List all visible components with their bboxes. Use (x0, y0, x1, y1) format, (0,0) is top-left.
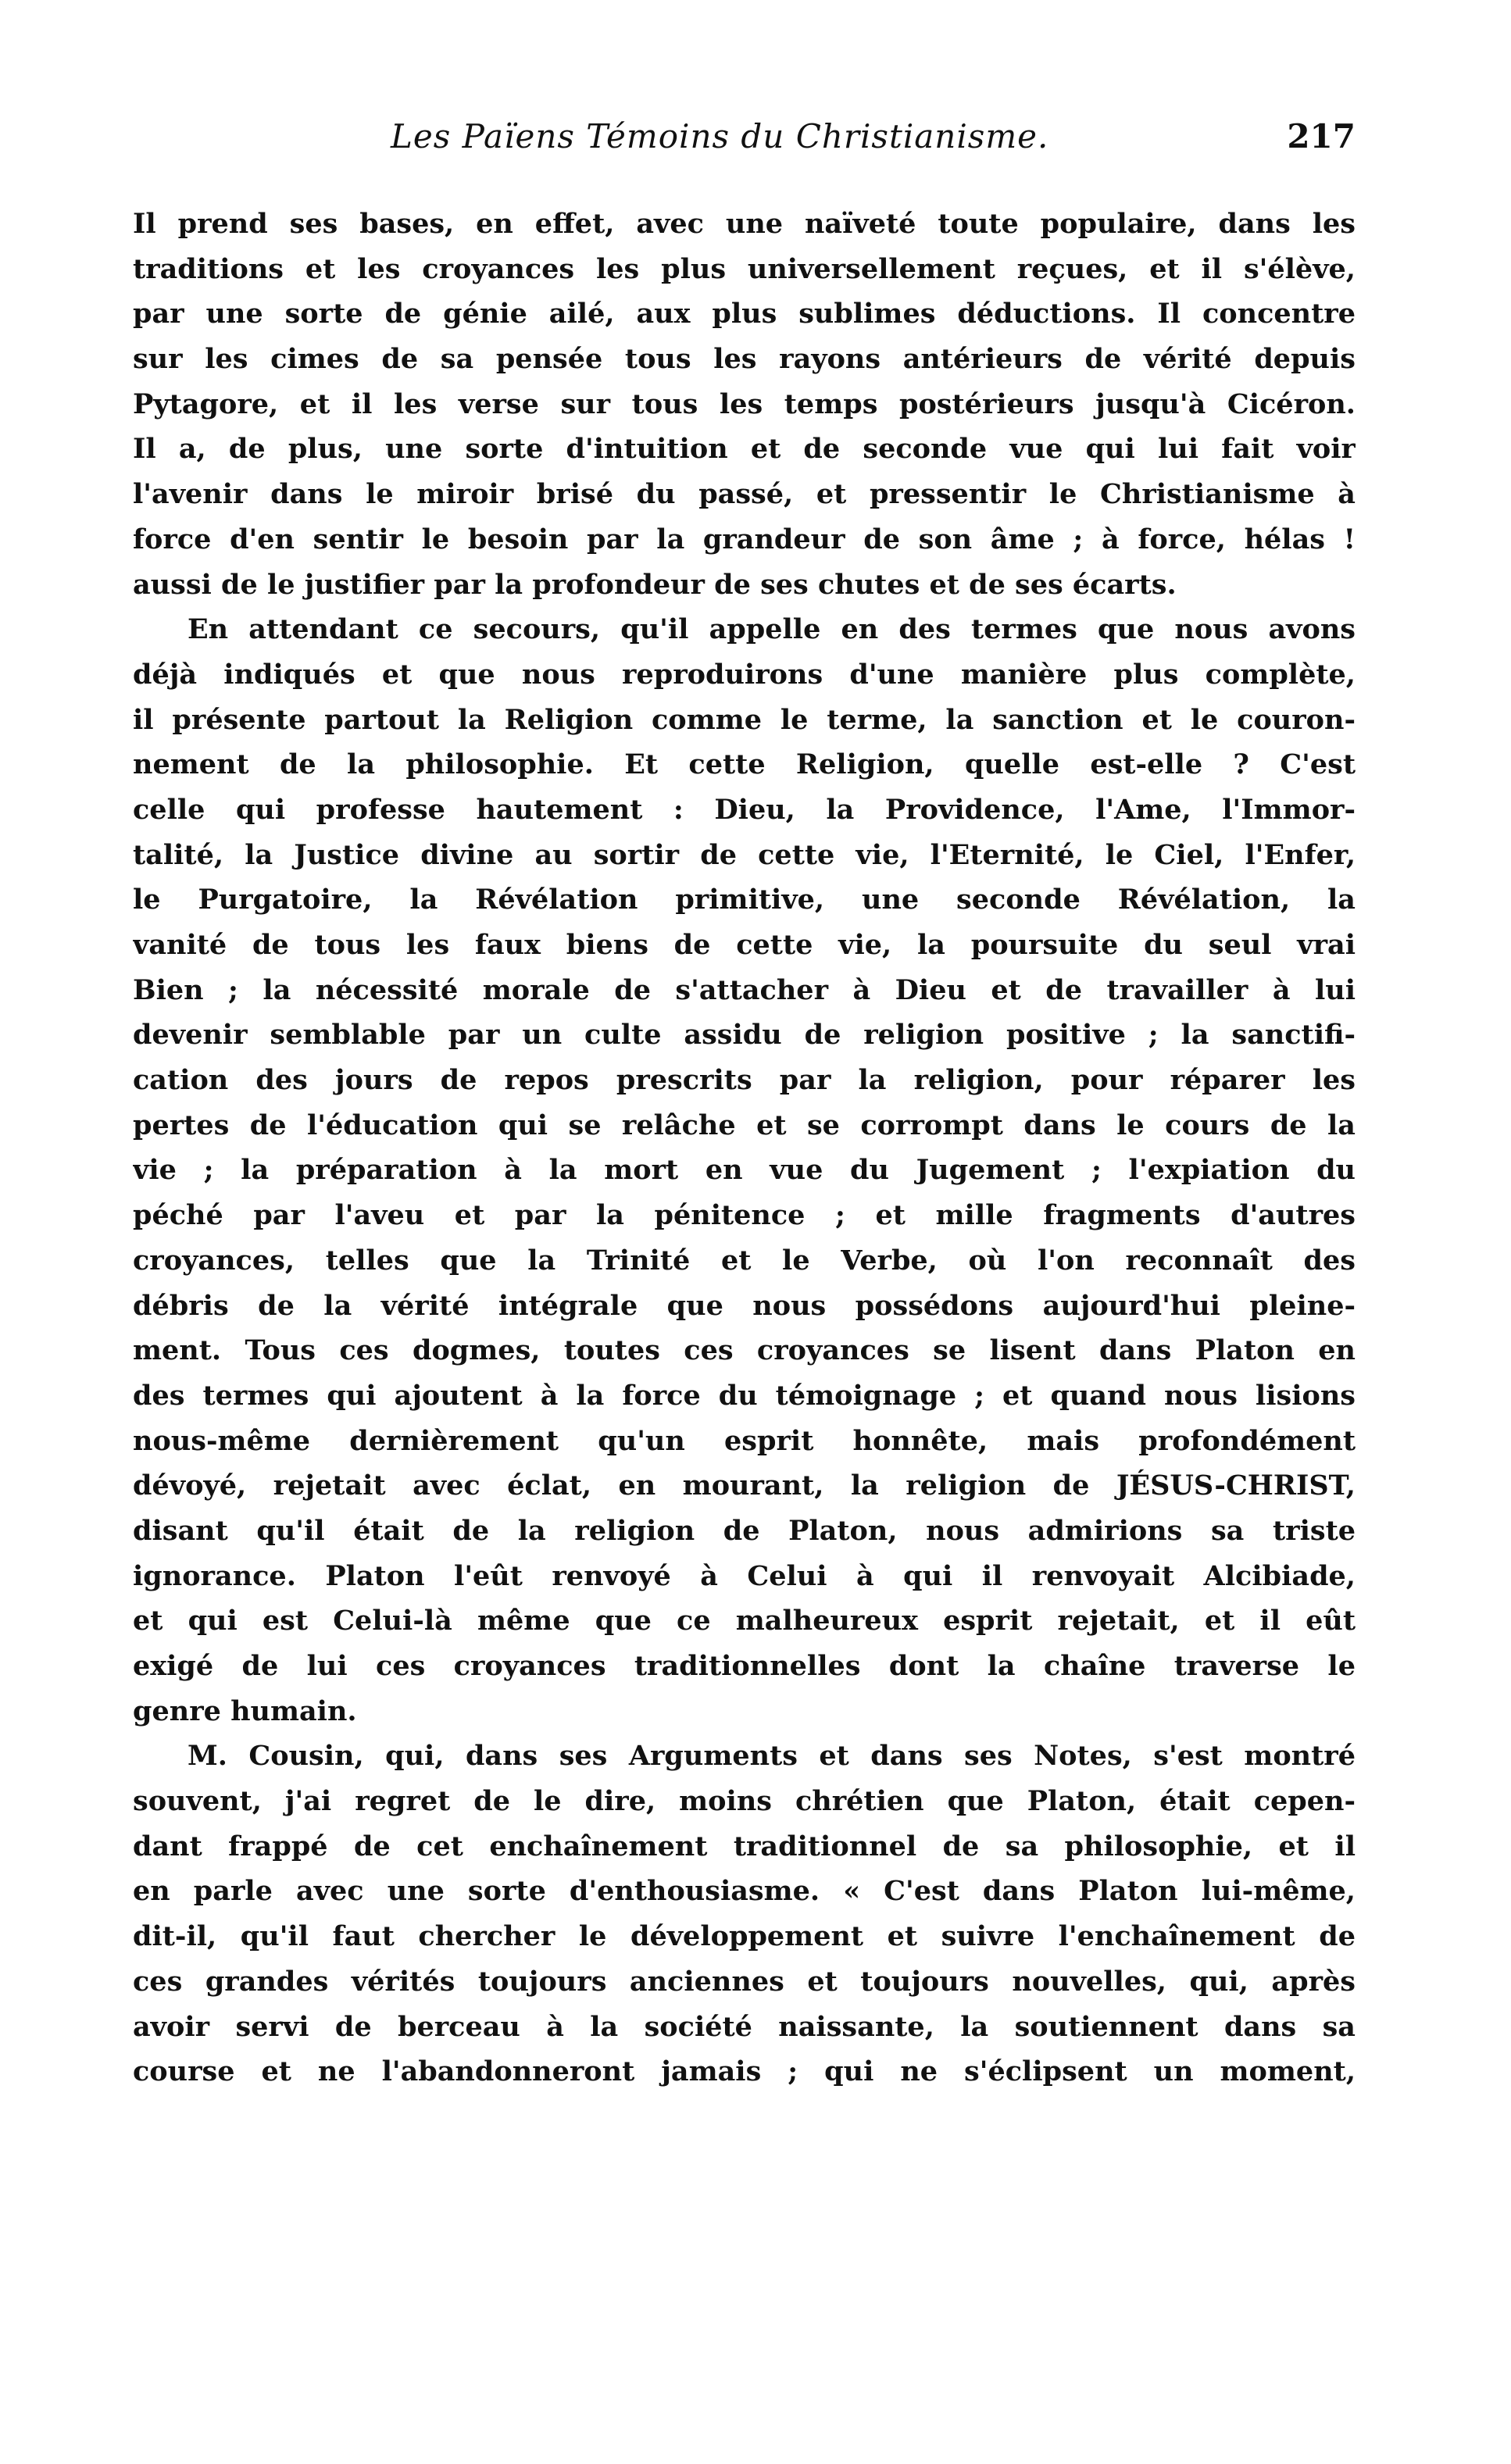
text-line: l'avenir dans le miroir brisé du passé, et pressentir le Christianisme à (133, 478, 1356, 511)
text-line: sur les cimes de sa pensée tous les rayons antérieurs de vérité depuis (133, 343, 1356, 376)
body-text (133, 202, 1356, 2094)
text-line: exigé de lui ces croyances traditionnelles dont la chaîne traverse le (133, 1650, 1356, 1682)
text-line: avoir servi de berceau à la société naissante, la soutiennent dans sa (133, 2010, 1356, 2043)
text-line: vie ; la préparation à la mort en vue du Jugement ; l'expiation du (133, 1154, 1356, 1187)
text-line: pertes de l'éducation qui se relâche et se corrompt dans le cours de la (133, 1109, 1356, 1141)
text-line: Il a, de plus, une sorte d'intuition et de seconde vue qui lui fait voir (133, 433, 1356, 466)
text-line: M. Cousin, qui, dans ses Arguments et dans ses Notes, s'est montré (188, 1740, 1356, 1773)
text-line: par une sorte de génie ailé, aux plus sublimes déductions. Il concentre (133, 298, 1356, 330)
text-line: et qui est Celui-là même que ce malheureux esprit rejetait, et il eût (133, 1605, 1356, 1637)
text-line: en parle avec une sorte d'enthousiasme. « C'est dans Platon lui-même, (133, 1875, 1356, 1908)
text-line: dévoyé, rejetait avec éclat, en mourant, la religion de JÉSUS-CHRIST, (133, 1469, 1356, 1502)
text-line: cation des jours de repos prescrits par la religion, pour réparer les (133, 1064, 1356, 1097)
text-line: genre humain. (133, 1694, 357, 1727)
text-line: traditions et les croyances les plus universellement reçues, et il s'élève, (133, 252, 1356, 285)
text-line: souvent, j'ai regret de le dire, moins chrétien que Platon, était cepen- (133, 1785, 1356, 1818)
text-line: ignorance. Platon l'eût renvoyé à Celui à qui il renvoyait Alcibiade, (133, 1559, 1356, 1592)
text-line: Pytagore, et il les verse sur tous les temps postérieurs jusqu'à Cicéron. (133, 387, 1356, 420)
text-line: des termes qui ajoutent à la force du témoignage ; et quand nous lisions (133, 1379, 1356, 1412)
text-line: nement de la philosophie. Et cette Religion, quelle est-elle ? C'est (133, 748, 1356, 781)
text-line: le Purgatoire, la Révélation primitive, une seconde Révélation, la (133, 884, 1356, 916)
text-line: En attendant ce secours, qu'il appelle en des termes que nous avons (188, 613, 1356, 646)
text-line: péché par l'aveu et par la pénitence ; et mille fragments d'autres (133, 1199, 1356, 1232)
text-line: force d'en sentir le besoin par la grandeur de son âme ; à force, hélas ! (133, 523, 1356, 555)
text-line: Il prend ses bases, en effet, avec une naïveté toute populaire, dans les (133, 208, 1356, 240)
text-line: nous-même dernièrement qu'un esprit honnête, mais profondément (133, 1424, 1356, 1457)
text-line: devenir semblable par un culte assidu de religion positive ; la sanctifi- (133, 1019, 1356, 1052)
text-line: Bien ; la nécessité morale de s'attacher à Dieu et de travailler à lui (133, 973, 1356, 1006)
text-line: croyances, telles que la Trinité et le Verbe, où l'on reconnaît des (133, 1244, 1356, 1277)
text-line: disant qu'il était de la religion de Platon, nous admirions sa triste (133, 1514, 1356, 1547)
text-line: dant frappé de cet enchaînement traditionnel de sa philosophie, et il (133, 1830, 1356, 1862)
text-line: celle qui professe hautement : Dieu, la Providence, l'Ame, l'Immor- (133, 793, 1356, 826)
page-header (133, 117, 1356, 172)
text-line: il présente partout la Religion comme le terme, la sanction et le couron- (133, 703, 1356, 736)
page-number: 217 (1287, 117, 1356, 155)
text-line: vanité de tous les faux biens de cette vie, la poursuite du seul vrai (133, 929, 1356, 961)
text-line: aussi de le justifier par la profondeur de ses chutes et de ses écarts. (133, 568, 1177, 601)
text-line: déjà indiqués et que nous reproduirons d'une manière plus complète, (133, 658, 1356, 691)
text-line: ment. Tous ces dogmes, toutes ces croyances se lisent dans Platon en (133, 1334, 1356, 1367)
text-line: dit-il, qu'il faut chercher le développement et suivre l'enchaînement de (133, 1920, 1356, 1953)
running-title: Les Païens Témoins du Christianisme. (391, 117, 1049, 155)
text-line: débris de la vérité intégrale que nous possédons aujourd'hui pleine- (133, 1289, 1356, 1322)
text-line: ces grandes vérités toujours anciennes et toujours nouvelles, qui, après (133, 1965, 1356, 1998)
text-line: course et ne l'abandonneront jamais ; qui ne s'éclipsent un moment, (133, 2055, 1356, 2088)
text-line: talité, la Justice divine au sortir de cette vie, l'Eternité, le Ciel, l'Enfer, (133, 838, 1356, 871)
